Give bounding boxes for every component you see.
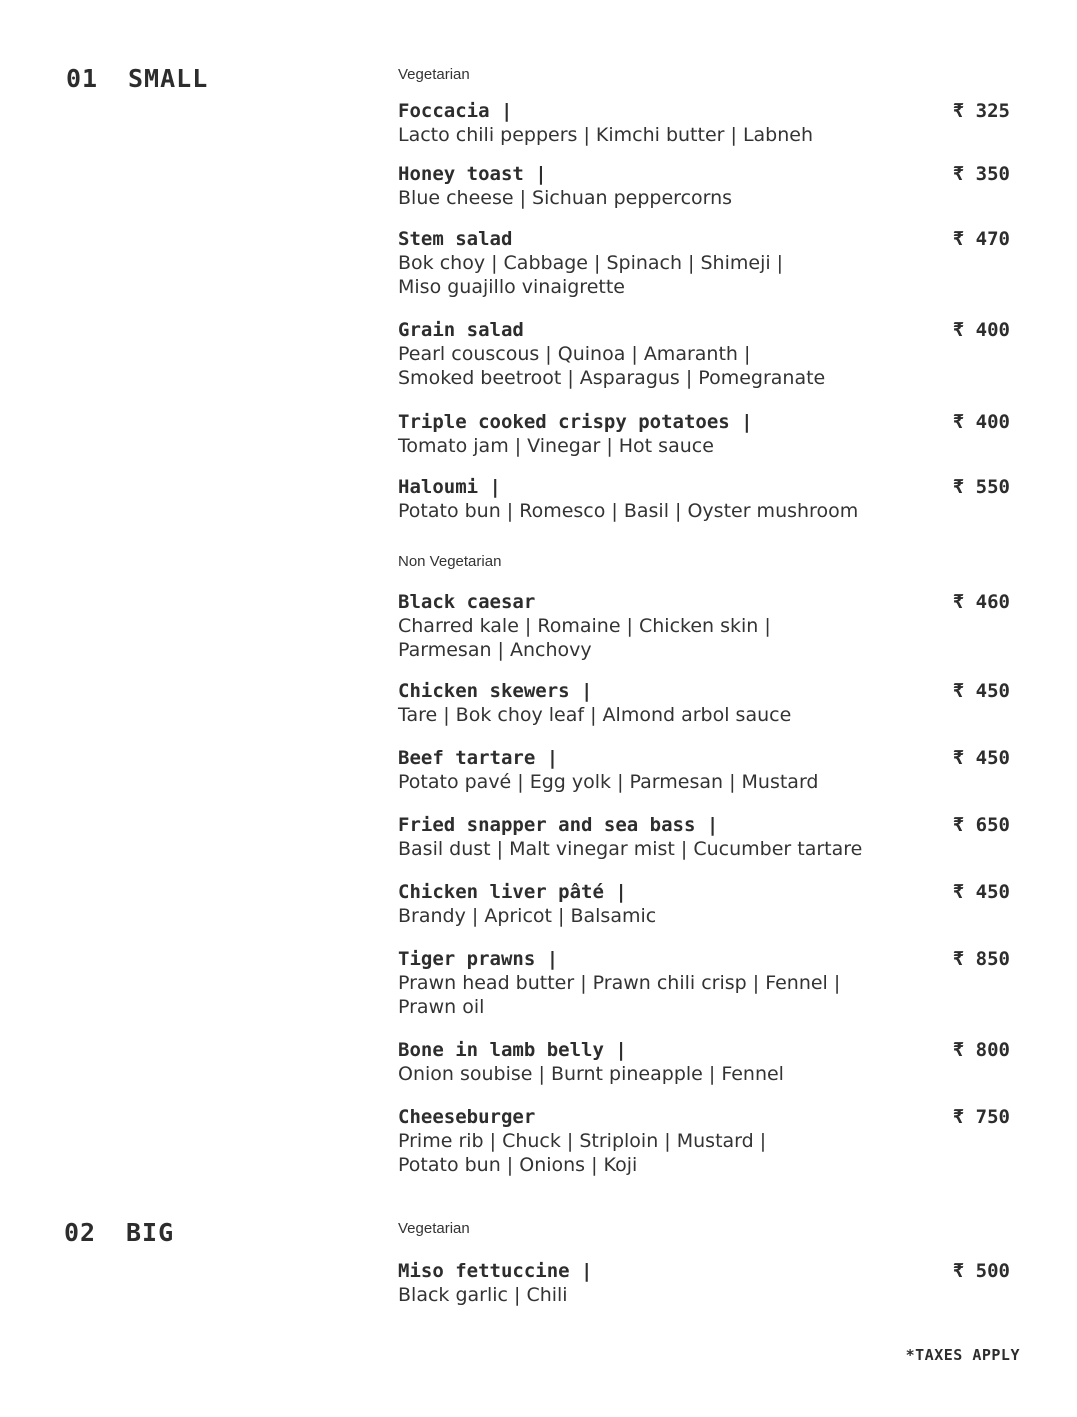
item-price: ₹ 350 (952, 163, 1010, 185)
menu-item-bone-in-lamb-belly (398, 1038, 1010, 1086)
section-heading-small (66, 64, 208, 93)
item-description (398, 499, 1010, 523)
item-description (398, 1283, 1010, 1307)
menu-item-tiger-prawns (398, 947, 1010, 1019)
item-description (398, 971, 1010, 1019)
menu-item-triple-cooked-potatoes (398, 410, 1010, 458)
menu-item-fried-snapper (398, 813, 1010, 861)
item-description (398, 186, 1010, 210)
category-label-non-vegetarian: Non Vegetarian (398, 553, 502, 570)
description-line: Lacto chili peppers | Kimchi butter | Labneh (398, 124, 814, 146)
item-name: Chicken skewers | (398, 680, 593, 702)
item-name: Bone in lamb belly | (398, 1039, 627, 1061)
description-line: Parmesan | Anchovy (398, 639, 592, 661)
item-price: ₹ 450 (952, 881, 1010, 903)
item-name: Haloumi | (398, 476, 501, 498)
description-line: Smoked beetroot | Asparagus | Pomegranate (398, 367, 826, 389)
item-price: ₹ 400 (952, 411, 1010, 433)
item-name: Black caesar (398, 591, 536, 613)
category-label-vegetarian: Vegetarian (398, 66, 470, 83)
item-name: Cheeseburger (398, 1106, 536, 1128)
menu-item-chicken-liver-pate (398, 880, 1010, 928)
item-name: Grain salad (398, 319, 524, 341)
menu-item-miso-fettuccine (398, 1259, 1010, 1307)
section-number: 02 (64, 1218, 97, 1247)
category-label-vegetarian: Vegetarian (398, 1220, 470, 1237)
item-price: ₹ 400 (952, 319, 1010, 341)
item-description (398, 770, 1010, 794)
item-name: Honey toast | (398, 163, 547, 185)
description-line: Potato pavé | Egg yolk | Parmesan | Mustard (398, 771, 819, 793)
description-line: Prawn head butter | Prawn chili crisp | Fennel | (398, 972, 841, 994)
taxes-footnote: *TAXES APPLY (905, 1346, 1020, 1364)
item-description (398, 904, 1010, 928)
item-price: ₹ 550 (952, 476, 1010, 498)
item-price: ₹ 450 (952, 680, 1010, 702)
menu-item-stem-salad (398, 227, 1010, 299)
item-description (398, 251, 1010, 299)
menu-item-honey-toast (398, 162, 1010, 210)
item-price: ₹ 750 (952, 1106, 1010, 1128)
menu-item-black-caesar (398, 590, 1010, 662)
description-line: Basil dust | Malt vinegar mist | Cucumber tartare (398, 838, 863, 860)
item-name: Miso fettuccine | (398, 1260, 593, 1282)
item-name: Foccacia | (398, 100, 513, 122)
item-name: Fried snapper and sea bass | (398, 814, 719, 836)
item-name: Stem salad (398, 228, 513, 250)
item-name: Tiger prawns | (398, 948, 559, 970)
item-price: ₹ 460 (952, 591, 1010, 613)
item-name: Triple cooked crispy potatoes | (398, 411, 753, 433)
item-description (398, 837, 1010, 861)
item-description (398, 123, 1010, 147)
section-heading-big (64, 1218, 174, 1247)
section-number: 01 (66, 64, 99, 93)
menu-item-beef-tartare (398, 746, 1010, 794)
menu-item-grain-salad (398, 318, 1010, 390)
item-price: ₹ 650 (952, 814, 1010, 836)
item-description (398, 614, 1010, 662)
description-line: Tare | Bok choy leaf | Almond arbol sauce (398, 704, 792, 726)
item-description (398, 342, 1010, 390)
item-description (398, 1062, 1010, 1086)
description-line: Charred kale | Romaine | Chicken skin | (398, 615, 771, 637)
description-line: Blue cheese | Sichuan peppercorns (398, 187, 733, 209)
item-price: ₹ 470 (952, 228, 1010, 250)
item-price: ₹ 500 (952, 1260, 1010, 1282)
item-name: Beef tartare | (398, 747, 559, 769)
menu-item-foccacia (398, 99, 1010, 147)
description-line: Brandy | Apricot | Balsamic (398, 905, 657, 927)
description-line: Potato bun | Onions | Koji (398, 1154, 638, 1176)
item-name: Chicken liver pâté | (398, 881, 627, 903)
item-description (398, 703, 1010, 727)
description-line: Pearl couscous | Quinoa | Amaranth | (398, 343, 751, 365)
item-price: ₹ 800 (952, 1039, 1010, 1061)
description-line: Prime rib | Chuck | Striploin | Mustard | (398, 1130, 767, 1152)
menu-item-haloumi (398, 475, 1010, 523)
item-description (398, 1129, 1010, 1177)
description-line: Bok choy | Cabbage | Spinach | Shimeji | (398, 252, 784, 274)
description-line: Onion soubise | Burnt pineapple | Fennel (398, 1063, 784, 1085)
item-price: ₹ 850 (952, 948, 1010, 970)
menu-item-cheeseburger (398, 1105, 1010, 1177)
menu-item-chicken-skewers (398, 679, 1010, 727)
description-line: Black garlic | Chili (398, 1284, 568, 1306)
item-price: ₹ 450 (952, 747, 1010, 769)
item-price: ₹ 325 (952, 100, 1010, 122)
description-line: Miso guajillo vinaigrette (398, 276, 625, 298)
description-line: Prawn oil (398, 996, 485, 1018)
section-title: SMALL (128, 64, 209, 93)
item-description (398, 434, 1010, 458)
description-line: Potato bun | Romesco | Basil | Oyster mushroom (398, 500, 859, 522)
section-title: BIG (126, 1218, 175, 1247)
description-line: Tomato jam | Vinegar | Hot sauce (398, 435, 714, 457)
